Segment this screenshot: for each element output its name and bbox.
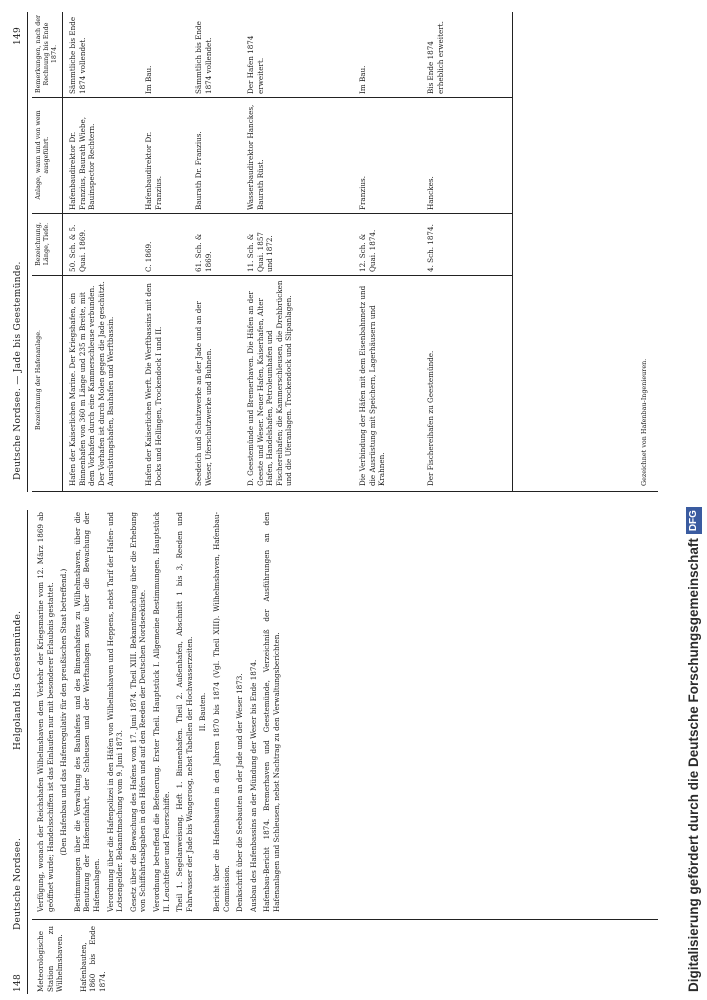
table-row-text: Die Verbindung der Häfen mit dem Eisenbahnnetz und die Ausrüstung mit Speichern, Lagerhäusern und Krahnen. [358,285,387,486]
table-bottom-rule [512,12,513,492]
section-heading: II. Bauten. [198,692,208,732]
left-column-divider [32,919,658,920]
table-row-note: Der Hafen 1874 erweitert. [246,35,265,94]
left-header-rule [27,510,28,994]
table-row-dims: 50. Sch. & 5. Quai. 1869. [68,224,87,272]
left-header-subtitle: Helgoland bis Geestemünde. [13,610,23,750]
table-divider [32,275,512,276]
table-row-dims: C. 1869. [144,241,153,272]
left-header-title: Deutsche Nordsee. [13,837,23,930]
table-row-note: Sämmtliche bis Ende 1874 vollendet. [68,16,87,94]
paragraph: Denkschrift über die Seebauten an der Jade und der Weser 1873. [235,673,245,912]
paragraph: Verordnung betreffend die Befeuerung. Erster Theil. Hauptstück I. Allgemeine Bestimmungen. Hauptstück II. Leuchtfeuer und Feuerschiffe. [151,512,171,912]
table-row-builder: Hanckes. [426,176,435,210]
side-block: Meteorologische Station zu Wilhelmshaven. [36,926,65,992]
table-row-note: Im Bau. [144,65,153,94]
paragraph: Bestimmungen über die Verwaltung des Bauhafens und des Binnenhafens zu Wilhelmshaven, über die Benutzung der Hafeneinfahrt, der Schleusen und der Werftanlagen sowie über die Bewachung der Hafenanlagen. [72,512,101,912]
table-row-dims: 11. Sch. & Quai. 1857 und 1872. [246,232,275,272]
left-page-number: 148 [13,973,23,992]
table-row-dims: 61. Sch. & 1869. [194,233,213,272]
table-row-builder: Wasserbaudirektor Hanckes, Baurath Rüst. [246,104,265,210]
table-row-text: D. Geestemünde und Bremerhaven. Die Häfen an der Geeste und Weser. Neuer Hafen, Kaiserhafen, Alter Hafen, Handelshafen, Petroleumhafen und Fischereihafen; die Kammerschleusen, die Drehbrücken und die Uferanlagen. Trockendock und Slipanlagen. [246,280,294,486]
paragraph: Hafenbau-Bericht 1874. Bremerhaven und Geestemünde, Verzeichniß der Ausführungen an den Hafenanlagen und Schleusen, nebst Nachtrag zu den Verwaltungsberichten. [262,512,281,912]
table-row-builder: Franzius. [358,175,367,210]
table-header-rule [62,12,63,492]
column-header: Bezeichnung der Hafenanlage. [34,329,42,431]
table-divider [32,213,512,214]
page-divider [32,491,658,492]
table-row-builder: Hafenbaudirektor Dr. Franzius. [144,131,163,210]
column-header: Bezeichnung, Länge, Tiefe. [34,222,50,266]
table-row-builder: Hafenbaudirektor Dr. Franzius, Baurath Wiebe, Bauinspector Rechtern. [68,117,97,210]
column-header: Anlage, wann und von wem ausgeführt. [34,110,50,200]
right-page-number: 149 [13,26,23,45]
side-block: Hafenbauten, 1860 bis Ende 1874. [78,926,107,992]
column-header: Bemerkungen, nach der Rechnung bis Ende 1874. [34,14,58,94]
dfg-watermark-text: Digitalisierung gefördert durch die Deutsche Forschungsgemeinschaft [686,538,701,992]
right-header-rule [27,12,28,492]
table-row-dims: 4. Sch. 1874. [426,224,435,272]
paragraph: Verfügung, wonach der Reichshafen Wilhelmshaven dem Verkehr der Kriegsmarine vom 12. März 1869 ab geöffnet wurde; Handelsschiffen ist das Einlaufen nur mit besonderer Erlaubnis gestattet. [36,512,55,912]
dfg-watermark [681,6,707,992]
paragraph: (Den Hafenbau und das Hafenregulativ für den preußischen Staat betreffend.) [59,568,69,856]
paragraph: Theil 1. Segelanweisung, Heft 1. Binnenhafen. Theil 2. Außenhafen, Abschnitt 1 bis 3, Reeden und Fahrwasser der Jade bis Wangeroog, nebst Tabellen der Hochwasserzeiten. [175,512,194,912]
table-row-note: Sämmtlich bis Ende 1874 vollendet. [194,21,213,94]
table-divider [32,97,512,98]
paragraph: Ausbau des Hafenbassins an der Mündung der Weser bis Ende 1874. [248,659,258,912]
table-row-text: Der Fischereihafen zu Geestemünde. [426,350,435,486]
paragraph: Gesetz über die Bewachung des Hafens vom 17. Juni 1874. Theil XIII. Bekanntmachung über die Erhebung von Schiffahrtsabgaben in den Häfen und auf den Reeden der Deutschen Nordseeküste. [128,512,148,912]
table-row-builder: Baurath Dr. Franzius. [194,131,203,210]
table-row-text: Seedeich und Schutzwerke an der Jade und an der Weser, Uferschutzwerke und Buhnen. [194,301,213,486]
table-row-dims: 12. Sch. & Quai. 1874. [358,229,377,272]
table-row-note: Im Bau. [358,65,367,94]
paragraph: Verordnung über die Hafenpolizei in den Häfen von Wilhelmshaven und Heppens, nebst Tarif der Hafen- und Lotsengelder. Bekanntmachung vom 9. Juni 1873. [105,512,125,912]
left-side-column [36,926,656,992]
right-header-title: Deutsche Nordsee. — Jade bis Geestemünde. [13,261,23,480]
table-row-text: Hafen der Kaiserlichen Werft. Die Werftbassins mit den Docks und Hellingen, Trockendock I und II. [144,283,163,486]
left-main-column [36,512,656,912]
paragraph: Bericht über die Hafenbauten in den Jahren 1870 bis 1874 (Vgl. Theil XIII). Wilhelmshaven, Hafenbau-Commission. [211,512,231,912]
table-row-note: Bis Ende 1874 erheblich erweitert. [426,21,445,94]
dfg-logo-icon: DFG [686,507,702,534]
footnote: Gezeichnet von Hafenbau-Ingenieuren. [640,358,648,486]
table-row-text: Hafen der Kaiserlichen Marine. Der Kriegshafen, ein Binnenhafen von 360 m Länge und 235 m Breite, mit dem Vorhafen durch eine Kammerschleuse verbunden. Der Vorhafen ist durch Molen gegen die Jade geschützt. Ausrüstungshafen, Bauhafen und Werftbassin. [68,281,116,486]
